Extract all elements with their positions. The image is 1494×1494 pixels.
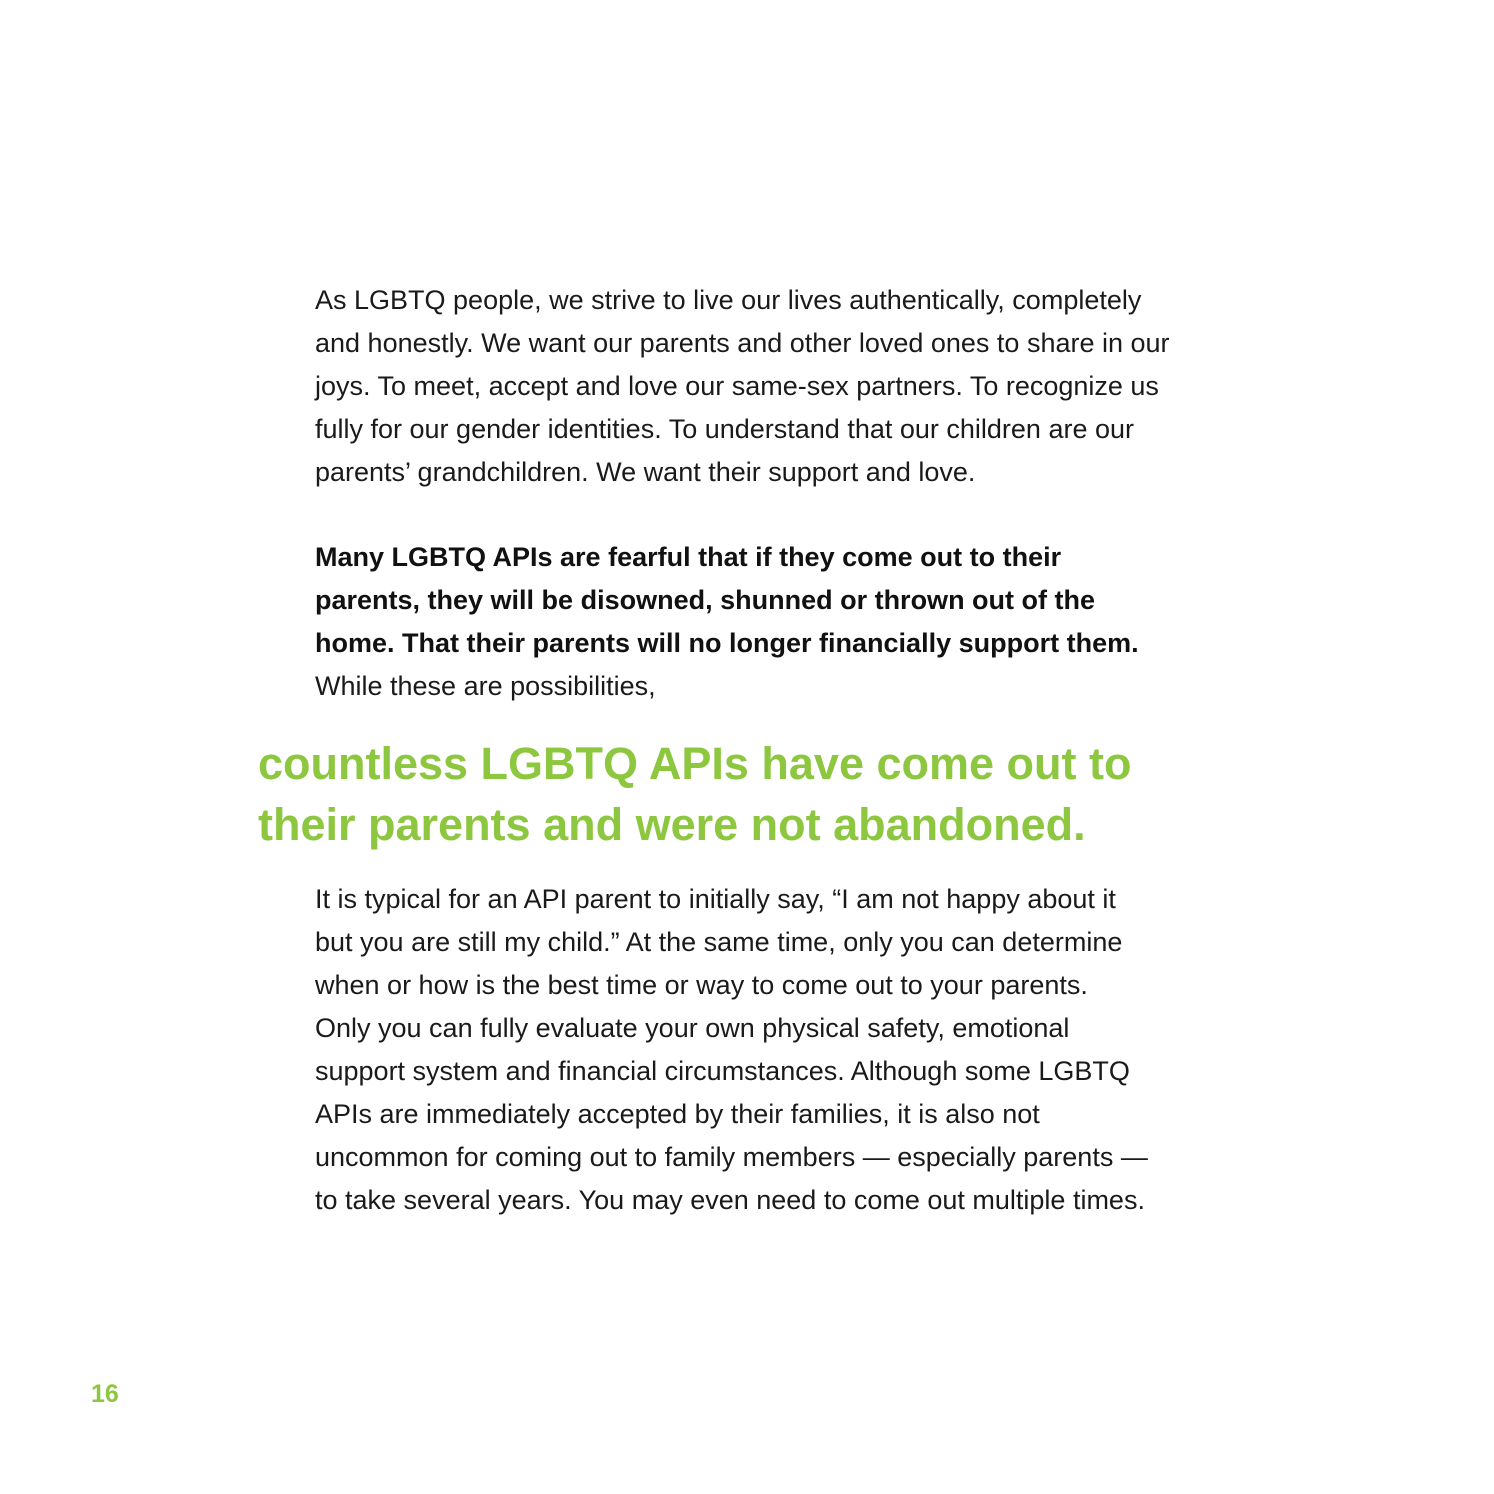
text-line: Only you can fully evaluate your own physical safety, emotional <box>315 1013 1070 1043</box>
text-line: support system and financial circumstances. Although some LGBTQ <box>315 1056 1130 1086</box>
text-line: While these are possibilities, <box>315 671 656 701</box>
text-line: It is typical for an API parent to initially say, “I am not happy about it <box>315 884 1116 914</box>
pull-quote <box>258 733 1131 855</box>
pull-quote-line: their parents and were not abandoned. <box>258 799 1086 850</box>
text-line: As LGBTQ people, we strive to live our lives authentically, completely <box>315 285 1142 315</box>
fears-paragraph <box>315 536 1139 708</box>
pull-quote-line: countless LGBTQ APIs have come out to <box>258 738 1132 789</box>
text-line: fully for our gender identities. To understand that our children are our <box>315 414 1134 444</box>
text-line: to take several years. You may even need to come out multiple times. <box>315 1185 1145 1215</box>
text-line: joys. To meet, accept and love our same-sex partners. To recognize us <box>315 371 1159 401</box>
text-line: APIs are immediately accepted by their families, it is also not <box>315 1099 1040 1129</box>
text-line: when or how is the best time or way to come out to your parents. <box>315 970 1088 1000</box>
text-line: and honestly. We want our parents and other loved ones to share in our <box>315 328 1170 358</box>
text-line: parents’ grandchildren. We want their support and love. <box>315 457 976 487</box>
text-line: but you are still my child.” At the same time, only you can determine <box>315 927 1123 957</box>
bold-text-line: Many LGBTQ APIs are fearful that if they come out to their <box>315 542 1062 572</box>
coming-out-paragraph <box>315 878 1148 1222</box>
bold-text-line: home. That their parents will no longer financially support them. <box>315 628 1139 658</box>
intro-paragraph <box>315 279 1170 494</box>
text-line: uncommon for coming out to family members — especially parents — <box>315 1142 1148 1172</box>
bold-text-line: parents, they will be disowned, shunned or thrown out of the <box>315 585 1096 615</box>
page-number: 16 <box>91 1380 119 1408</box>
